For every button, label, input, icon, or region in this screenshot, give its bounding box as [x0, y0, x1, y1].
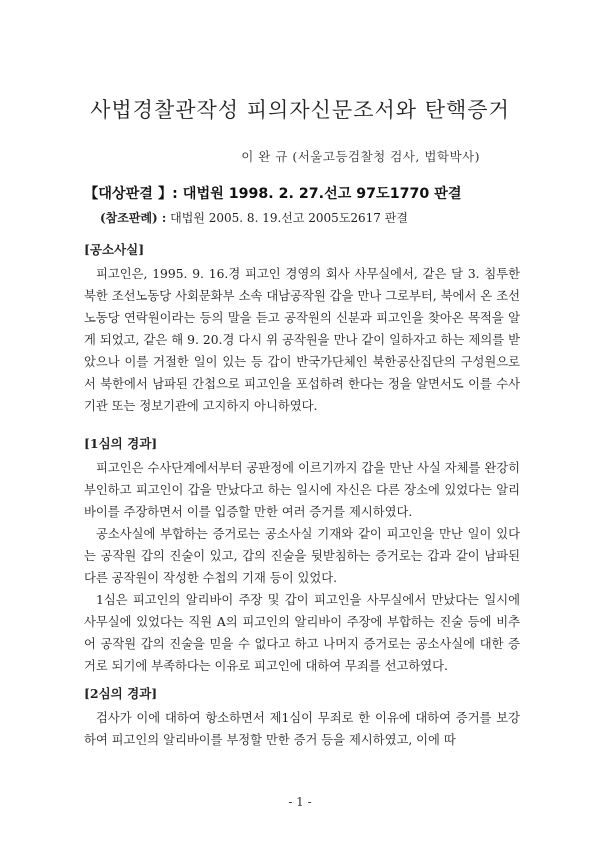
- page-number: - 1 -: [288, 795, 312, 809]
- paragraph: 검사가 이에 대하여 항소하면서 제1심이 무죄로 한 이유에 대하여 증거를 보강하여 피고인의 알리바이를 부정할 만한 증거 등을 제시하였고, 이에 따: [84, 711, 520, 747]
- target-case: 【대상판결 】: 대법원 1998. 2. 27.선고 97도1770 판결: [84, 186, 462, 202]
- section-second-instance: [84, 684, 520, 751]
- section-first-instance: [84, 434, 520, 677]
- section-heading: [1심의 경과]: [84, 436, 158, 451]
- reference-case-text: 대법원 2005. 8. 19.선고 2005도2617 판결: [170, 211, 408, 225]
- author-line: 이 완 규 (서울고등검찰청 검사, 법학박사): [241, 149, 480, 164]
- document-title: 사법경찰관작성 피의자신문조서와 탄핵증거: [90, 98, 510, 122]
- paragraph: 피고인은, 1995. 9. 16.경 피고인 경영의 회사 사무실에서, 같은 달 3. 침투한 북한 조선노동당 사회문화부 소속 대남공작원 갑을 만나 그로부터, 북에서 온 조선노동당 연락원이라는 등의 말을 듣고 공작원의 신분과 피고인을 찾아온 목적을 알게 되었고, 같은 해 9. 20.경 다시 위 공작원을 만나 같이 일하자고 하는 제의를 받았으나 이를 거절한 일이 있는 등 갑이 반국가단체인 북한공산집단의 구성원으로서 북한에서 남파된 간첩으로 피고인을 포섭하려 한다는 정을 알면서도 이를 수사기관 또는 정보기관에 고지하지 아니하였다.: [84, 267, 520, 413]
- section-heading: [공소사실]: [84, 242, 145, 257]
- paragraph: 공소사실에 부합하는 증거로는 공소사실 기재와 같이 피고인을 만난 일이 있다는 공작원 갑의 진술이 있고, 갑의 진술을 뒷받침하는 증거로는 갑과 같이 남파된 다른 공작원이 작성한 수첩의 기재 등이 있었다.: [84, 527, 520, 585]
- paragraph: 1심은 피고인의 알리바이 주장 및 갑이 피고인을 사무실에서 만났다는 일시에 사무실에 있었다는 직원 A의 피고인의 알리바이 주장에 부합하는 진술 등에 비추어 공작원 갑의 진술을 믿을 수 없다고 하고 나머지 증거로는 공소사실에 대한 증거로 되기에 부족하다는 이유로 피고인에 대하여 무죄를 선고하였다.: [84, 593, 520, 673]
- paragraph: 피고인은 수사단계에서부터 공판정에 이르기까지 갑을 만난 사실 자체를 완강히 부인하고 피고인이 갑을 만났다고 하는 일시에 자신은 다른 장소에 있었다는 알리바이를 주장하면서 이를 입증할 만한 여러 증거를 제시하였다.: [84, 461, 520, 519]
- section-heading: [2심의 경과]: [84, 686, 158, 701]
- reference-case: [100, 209, 408, 226]
- section-indictment: [84, 240, 520, 417]
- reference-case-label: (참조판례) :: [100, 211, 167, 225]
